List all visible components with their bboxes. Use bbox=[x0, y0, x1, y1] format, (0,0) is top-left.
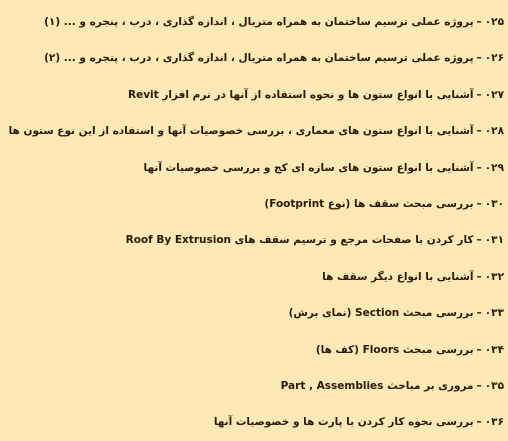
lesson-title: بررسی مبحث Floors (کف ها) bbox=[315, 343, 474, 356]
lesson-number: ۰۳۳ bbox=[484, 307, 504, 320]
lesson-separator: – bbox=[476, 416, 482, 429]
lesson-separator: – bbox=[476, 270, 482, 283]
lesson-separator: – bbox=[476, 125, 482, 138]
lesson-title: بررسی نحوه کار کردن با پارت ها و خصوصیات آنها bbox=[213, 416, 474, 429]
lesson-row bbox=[0, 77, 508, 113]
lesson-title: بررسی مبحث Section (نمای برش) bbox=[288, 307, 474, 320]
lesson-row bbox=[0, 4, 508, 40]
lesson-title: پروژه عملی ترسیم ساختمان به همراه متریال ، اندازه گذاری ، درب ، پنجره و ... (۲) bbox=[44, 52, 474, 65]
lesson-row bbox=[0, 404, 508, 440]
lesson-row bbox=[0, 368, 508, 404]
lesson-number: ۰۲۸ bbox=[484, 125, 504, 138]
lesson-title: پروژه عملی ترسیم ساختمان به همراه متریال ، اندازه گذاری ، درب ، پنجره و ... (۱) bbox=[44, 16, 474, 28]
lesson-number: ۰۳۶ bbox=[484, 416, 504, 429]
lesson-title: مروری بر مباحث Part , Assemblies bbox=[280, 379, 474, 392]
lesson-number: ۰۲۹ bbox=[484, 161, 504, 174]
lesson-row bbox=[0, 150, 508, 186]
lesson-separator: – bbox=[476, 234, 482, 247]
lesson-number: ۰۳۱ bbox=[484, 234, 504, 247]
lesson-number: ۰۳۲ bbox=[484, 270, 504, 283]
lesson-row bbox=[0, 295, 508, 331]
lesson-number: ۰۲۵ bbox=[484, 16, 504, 28]
lesson-separator: – bbox=[476, 379, 482, 392]
lesson-row bbox=[0, 332, 508, 368]
lesson-number: ۰۳۵ bbox=[484, 379, 504, 392]
lesson-list bbox=[0, 4, 508, 441]
lesson-number: ۰۲۶ bbox=[484, 52, 504, 65]
lesson-title: آشنایی با انواع ستون های معماری ، بررسی خصوصیات آنها و استفاده از این نوع ستون ها bbox=[8, 125, 474, 138]
lesson-separator: – bbox=[476, 52, 482, 65]
lesson-title: آشنایی با انواع ستون ها و نحوه استفاده از آنها در نرم افزار Revit bbox=[128, 88, 474, 101]
lesson-separator: – bbox=[476, 88, 482, 101]
lesson-number: ۰۲۷ bbox=[484, 88, 504, 101]
lesson-number: ۰۳۴ bbox=[484, 343, 504, 356]
lesson-row bbox=[0, 259, 508, 295]
lesson-separator: – bbox=[476, 16, 482, 28]
lesson-title: آشنایی با انواع ستون های سازه ای کج و بررسی خصوصیات آنها bbox=[143, 161, 474, 174]
lesson-number: ۰۳۰ bbox=[484, 197, 504, 210]
lesson-row bbox=[0, 222, 508, 258]
lesson-title: کار کردن با صفحات مرجع و ترسیم سقف های Roof By Extrusion bbox=[125, 234, 474, 247]
lesson-separator: – bbox=[476, 307, 482, 320]
lesson-row bbox=[0, 113, 508, 149]
lesson-title: بررسی مبحث سقف ها (نوع Footprint) bbox=[264, 197, 474, 210]
lesson-row bbox=[0, 40, 508, 76]
lesson-row bbox=[0, 186, 508, 222]
lesson-separator: – bbox=[476, 343, 482, 356]
lesson-separator: – bbox=[476, 161, 482, 174]
lesson-separator: – bbox=[476, 197, 482, 210]
lesson-title: آشنایی با انواع دیگر سقف ها bbox=[322, 270, 474, 283]
